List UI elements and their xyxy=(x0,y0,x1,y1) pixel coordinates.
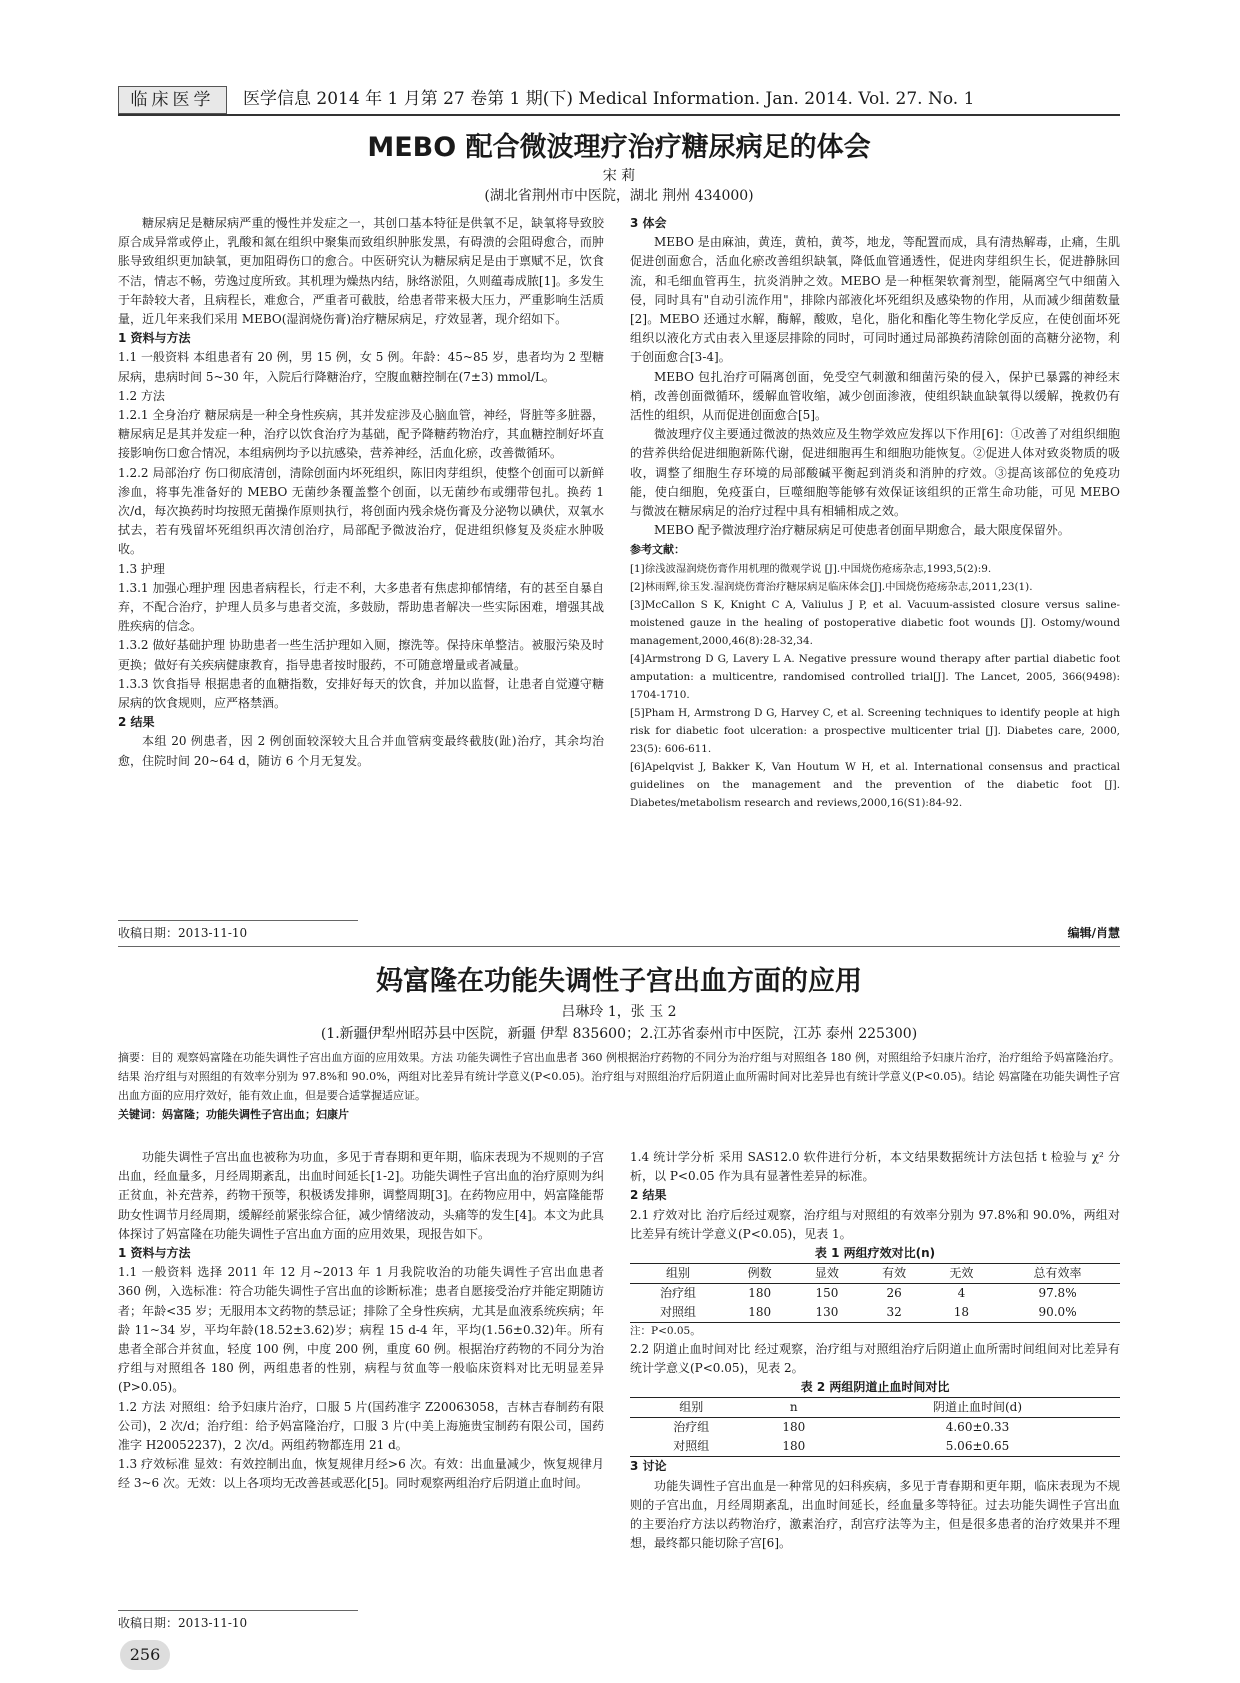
table-cell: 4.60±0.33 xyxy=(945,1420,1010,1435)
article2-heading-2: 2 结果 xyxy=(630,1188,667,1203)
reference-item: [4]Armstrong D G, Lavery L A. Negative pressure wound therapy after partial diabetic foot amputation: a multicentre, randomised controlled trial[J]. The Lancet, 2005, 366(9498): 1704-1710. xyxy=(630,652,1120,701)
table2 xyxy=(630,1397,1120,1457)
table-row xyxy=(630,1418,1120,1438)
table-row xyxy=(630,1303,1120,1323)
article2-intro: 功能失调性子宫出血也被称为功血，多见于青春期和更年期，临床表现为不规则的子宫出血，经血量多，月经周期紊乱，出血时间延长[1-2]。功能失调性子宫出血的治疗原则为纠正贫血，补充营养，药物干预等，积极诱发排卵，调整周期[3]。在药物应用中，妈富隆能帮助女性调节月经周期，缓解经前紧张综合征，减少情绪波动，头痛等的发生[4]。本文为此具体探讨了妈富隆在功能失调性子宫出血方面的应用效果，现报告如下。 xyxy=(118,1150,604,1241)
article1-right-column xyxy=(630,214,1120,812)
article1-section-1-3-3: 1.3.3 饮食指导 根据患者的血糖指数，安排好每天的饮食，并加以监督，让患者自觉遵守糖尿病的饮食规则，应严格禁酒。 xyxy=(118,676,604,711)
article2-received-date: 收稿日期：2013-11-10 xyxy=(118,1616,248,1630)
article1-author: 宋 莉 xyxy=(602,168,636,184)
table1-header: 例数 xyxy=(726,1264,793,1284)
table-row xyxy=(630,1284,1120,1304)
table2-header: 组别 xyxy=(630,1398,753,1418)
article1-results: 本组 20 例患者，因 2 例创面较深较大且合并血管病变最终截肢(趾)治疗，其余均治愈，住院时间 20~64 d，随访 6 个月无复发。 xyxy=(118,734,604,768)
received-rule xyxy=(118,1610,358,1611)
article2-left-column xyxy=(118,1148,604,1494)
section-tag: 临床医学 xyxy=(118,86,227,114)
reference-item: [2]林雨辉,徐玉发.湿润烧伤膏治疗糖尿病足临床体会[J].中国烧伤疮疡杂志,2011,23(1). xyxy=(630,580,1033,593)
article2-section-1-4: 1.4 统计学分析 采用 SAS12.0 软件进行分析，本文结果数据统计方法包括 t 检验与 χ² 分析，以 P<0.05 作为具有显著性差异的标准。 xyxy=(630,1150,1120,1184)
article1-heading-1-2: 1.2 方法 xyxy=(118,388,165,403)
article2-section-1-2: 1.2 方法 对照组：给予妇康片治疗，口服 5 片(国药准字 Z20063058，吉林吉春制药有限公司)，2 次/d；治疗组：给予妈富隆治疗，口服 3 片(中美上海施贵宝制药有限公司，国药准字 H20052237)，2 次/d。两组药物都连用 21 d。 xyxy=(118,1399,604,1453)
table1-header: 组别 xyxy=(630,1264,726,1284)
table1-header: 显效 xyxy=(793,1264,860,1284)
references-title: 参考文献： xyxy=(630,543,685,557)
article2-keywords: 关键词：妈富隆；功能失调性子宫出血；妇康片 xyxy=(118,1108,349,1121)
article2-discussion: 功能失调性子宫出血是一种常见的妇科疾病，多见于青春期和更年期，临床表现为不规则的子宫出血，月经周期紊乱，出血时间延长，经血量多等特征。过去功能失调性子宫出血的主要治疗方法以药物治疗，激素治疗，刮宫疗法等为主，但是很多患者的治疗效果并不理想，最终都只能切除子宫[6]。 xyxy=(630,1478,1120,1551)
table1-caption: 表 1 两组疗效对比(n) xyxy=(814,1246,936,1261)
article-divider xyxy=(118,946,1120,947)
table2-caption: 表 2 两组阴道止血时间对比 xyxy=(800,1380,950,1395)
table-cell: 18 xyxy=(928,1303,995,1323)
article2-abstract: 摘要：目的 观察妈富隆在功能失调性子宫出血方面的应用效果。方法 功能失调性子宫出血患者 360 例根据治疗药物的不同分为治疗组与对照组各 180 例，对照组给予妇康片治疗，治疗组给予妈富隆治疗。结果 治疗组与对照组的有效率分别为 97.8%和 90.0%，两组对比差异有统计学意义(P<0.05)。治疗组与对照组治疗后阴道止血所需时间对比差异也有统计学意义(P<0.05)。结论 妈富隆在功能失调性子宫出血方面的应用疗效好，能有效止血，但是要合适掌握适应证。 xyxy=(118,1051,1120,1102)
page-number: 256 xyxy=(120,1640,170,1670)
article2-section-2-1: 2.1 疗效对比 治疗后经过观察，治疗组与对照组的有效率分别为 97.8%和 90.0%，两组对比差异有统计学意义(P<0.05)，见表 1。 xyxy=(630,1207,1120,1241)
article1-discussion-3: 微波理疗仪主要通过微波的热效应及生物学效应发挥以下作用[6]：①改善了对组织细胞的营养供给促进细胞新陈代谢，促进细胞再生和细胞功能恢复。②促进人体对致炎物质的吸收，调整了细胞生存环境的局部酸碱平衡起到消炎和消肿的疗效。③提高该部位的免疫功能，使白细胞，免疫蛋白，巨噬细胞等能够有效保证该组织的正常生命功能，可见 MEBO 与微波在糖尿病足的治疗过程中具有相辅相成之效。 xyxy=(630,427,1120,519)
table1-note: 注：P<0.05。 xyxy=(630,1325,701,1338)
article1-heading-2: 2 结果 xyxy=(118,715,155,730)
table-cell: 90.0% xyxy=(995,1303,1120,1323)
article1-received-date: 收稿日期：2013-11-10 xyxy=(118,926,248,940)
article1-discussion-1: MEBO 是由麻油，黄连，黄柏，黄芩，地龙，等配置而成，具有清热解毒，止痛，生肌促进创面愈合，活血化瘀改善组织缺氧，降低血管通透性，促进肉芽组织生长，促进静脉回流，和毛细血管再生，抗炎消肿之效。MEBO 是一种框架软膏剂型，能隔离空气中细菌入侵，同时具有"自动引流作用"，排除内部液化坏死组织及感染物的作用，从而减少细菌数量[2]。MEBO 还通过水解，酶解，酸败，皂化，脂化和酯化等生物化学反应，在使创面坏死组织以液化方式由表入里逐层排除的同时，可同时通过局部换药清除创面的高糖分泌物，利于创面愈合[3-4]。 xyxy=(630,235,1120,365)
table1-header: 无效 xyxy=(928,1264,995,1284)
article1-section-1-3-1: 1.3.1 加强心理护理 因患者病程长，行走不利，大多患者有焦虑抑郁情绪，有的甚至自暴自弃，不配合治疗，护理人员多与患者交流，多鼓励，帮助患者解决一些实际困难，增强其战胜疾病的信念。 xyxy=(118,580,604,634)
article1-title: MEBO 配合微波理疗治疗糖尿病足的体会 xyxy=(367,132,871,163)
article1-section-1-1: 1.1 一般资料 本组患者有 20 例，男 15 例，女 5 例。年龄：45~85 岁，患者均为 2 型糖尿病，患病时间 5~30 年，入院后行降糖治疗，空腹血糖控制在(7±3) mmol/L。 xyxy=(118,350,604,384)
article2-heading-1: 1 资料与方法 xyxy=(118,1246,191,1261)
table1-header: 有效 xyxy=(861,1264,928,1284)
received-rule xyxy=(118,920,358,921)
table-cell: 治疗组 xyxy=(673,1420,710,1435)
article2-section-1-3: 1.3 疗效标准 显效：有效控制出血，恢复规律月经>6 次。有效：出血量减少，恢复规律月经 3~6 次。无效：以上各项均无改善甚或恶化[5]。同时观察两组治疗后阴道止血时间。 xyxy=(118,1457,604,1491)
header-rule xyxy=(118,114,1120,116)
article1-discussion-2: MEBO 包扎治疗可隔离创面，免受空气刺激和细菌污染的侵入，保护已暴露的神经末梢，改善创面微循环，缓解血管收缩，减少创面渗液，使组织缺血缺氧得以缓解，挽救仍有活性的组织，从而促进创面愈合[5]。 xyxy=(630,369,1120,423)
article1-editor: 编辑/肖慧 xyxy=(1067,926,1120,940)
table2-header: n xyxy=(753,1398,835,1418)
reference-item: [3]McCallon S K, Knight C A, Valiulus J P, et al. Vacuum-assisted closure versus saline-moistened gauze in the healing of postoperative diabetic foot wounds [J]. Ostomy/wound management,2000,46(8):28-32,34. xyxy=(630,598,1120,647)
table-cell: 5.06±0.65 xyxy=(835,1437,1120,1457)
table-cell: 32 xyxy=(861,1303,928,1323)
table-cell: 4 xyxy=(957,1286,966,1301)
article1-section-1-3-2: 1.3.2 做好基础护理 协助患者一些生活护理如入厕，擦洗等。保持床单整洁。被服污染及时更换；做好有关疾病健康教育，指导患者按时服药，不可随意增量或者减量。 xyxy=(118,638,604,672)
table-cell: 26 xyxy=(886,1286,902,1301)
table-cell: 对照组 xyxy=(630,1303,726,1323)
article2-abstract-block xyxy=(118,1048,1120,1124)
table-cell: 150 xyxy=(815,1286,839,1301)
table-cell: 130 xyxy=(793,1303,860,1323)
reference-item: [5]Pham H, Armstrong D G, Harvey C, et al. Screening techniques to identify people at high risk for diabetic foot ulceration: a prospective multicenter trial [J]. Diabetes care, 2000, 23(5): 606-611. xyxy=(630,706,1120,755)
table1 xyxy=(630,1263,1120,1323)
article1-heading-3: 3 体会 xyxy=(630,216,667,230)
article2-title: 妈富隆在功能失调性子宫出血方面的应用 xyxy=(376,966,862,997)
table-cell: 180 xyxy=(726,1303,793,1323)
article1-discussion-4: MEBO 配予微波理疗治疗糖尿病足可使患者创面早期愈合，最大限度保留外。 xyxy=(654,523,1070,538)
table-cell: 180 xyxy=(748,1286,772,1301)
article2-affiliation: (1.新疆伊犁州昭苏县中医院，新疆 伊犁 835600；2.江苏省泰州市中医院，江苏 泰州 225300) xyxy=(320,1026,918,1042)
article1-section-1-2-1: 1.2.1 全身治疗 糖尿病是一种全身性疾病，其并发症涉及心脑血管，神经，肾脏等多脏器，糖尿病足是其并发症一种，治疗以饮食治疗为基础，配予降糖药物治疗，其血糖控制好坏直接影响伤口愈合情况，本组病例均予以抗感染，营养神经，活血化瘀，改善微循环。 xyxy=(118,408,604,461)
table1-header: 总有效率 xyxy=(995,1264,1120,1284)
table-cell: 180 xyxy=(782,1420,806,1435)
article1-heading-1: 1 资料与方法 xyxy=(118,331,191,346)
article2-right-column xyxy=(630,1148,1120,1553)
article2-section-1-1: 1.1 一般资料 选择 2011 年 12 月~2013 年 1 月我院收治的功能失调性子宫出血患者 360 例，入选标准：符合功能失调性子宫出血的诊断标准；患者自愿接受治疗并能定期随访者；年龄<35 岁；无服用本文药物的禁忌证；排除了全身性疾病，尤其是血液系统疾病；年龄 11~34 岁，平均年龄(18.52±3.62)岁；病程 15 d-4 年，平均(1.56±0.32)年。所有患者全部合并贫血，轻度 100 例，中度 200 例，重度 60 例。根据治疗药物的不同分为治疗组与对照组各 180 例，两组患者的性别，病程与贫血等一般临床资料对比无明显差异(P>0.05)。 xyxy=(118,1265,604,1395)
article1-intro: 糖尿病足是糖尿病严重的慢性并发症之一，其创口基本特征是供氧不足，缺氧将导致胶原合成异常或停止，乳酸和氮在组织中聚集而致组织肿胀发黑，有碍溃的会阻碍愈合，而肿胀导致组织更加缺氧，更加阻碍伤口的愈合。中医研究认为糖尿病足是由于禀赋不足，饮食不洁，情志不畅，劳逸过度所致。其机理为燥热内结，脉络淤阻，久则蕴毒成脓[1]。多发生于年龄较大者，且病程长，难愈合，严重者可截肢，给患者带来极大压力，严重影响生活质量，近几年来我们采用 MEBO(湿润烧伤膏)治疗糖尿病足，疗效显著，现介绍如下。 xyxy=(118,216,604,327)
article1-left-column xyxy=(118,214,604,771)
table2-header: 阴道止血时间(d) xyxy=(835,1398,1120,1418)
article2-author: 吕琳玲 1，张 玉 2 xyxy=(561,1004,677,1020)
article2-heading-3: 3 讨论 xyxy=(630,1459,667,1474)
article1-section-1-2-2: 1.2.2 局部治疗 伤口彻底清创，清除创面内坏死组织，陈旧肉芽组织，使整个创面可以新鲜渗血，将事先准备好的 MEBO 无菌纱条覆盖整个创面，以无菌纱布或绷带包扎。换药 1 次/d，每次换药时均按照无菌操作原则执行，将创面内残余烧伤膏及分泌物以碘伏，双氧水拭去，若有残留坏死组织再次清创治疗，局部配予微波治疗，促进组织修复及炎症水肿吸收。 xyxy=(118,465,604,557)
journal-header: 医学信息 2014 年 1 月第 27 卷第 1 期(下) Medical Information. Jan. 2014. Vol. 27. No. 1 xyxy=(243,89,975,109)
table-cell: 97.8% xyxy=(1038,1286,1077,1301)
article1-heading-1-3: 1.3 护理 xyxy=(118,561,165,576)
table-row xyxy=(630,1437,1120,1457)
article1-affiliation: (湖北省荆州市中医院，湖北 荆州 434000) xyxy=(484,188,754,204)
article2-section-2-2: 2.2 阴道止血时间对比 经过观察，治疗组与对照组治疗后阴道止血所需时间组间对比差异有统计学意义(P<0.05)，见表 2。 xyxy=(630,1342,1120,1376)
table-cell: 180 xyxy=(753,1437,835,1457)
table-cell: 治疗组 xyxy=(660,1286,697,1301)
reference-item: [1]徐浅波湿润烧伤膏作用机理的微观学说 [J].中国烧伤疮疡杂志,1993,5(2):9. xyxy=(630,562,992,575)
table-cell: 对照组 xyxy=(630,1437,753,1457)
reference-item: [6]Apelqvist J, Bakker K, Van Houtum W H, et al. International consensus and practical guidelines on the management and the prevention of the diabetic foot [J]. Diabetes/metabolism research and reviews,2000,16(S1):84-92. xyxy=(630,760,1120,809)
